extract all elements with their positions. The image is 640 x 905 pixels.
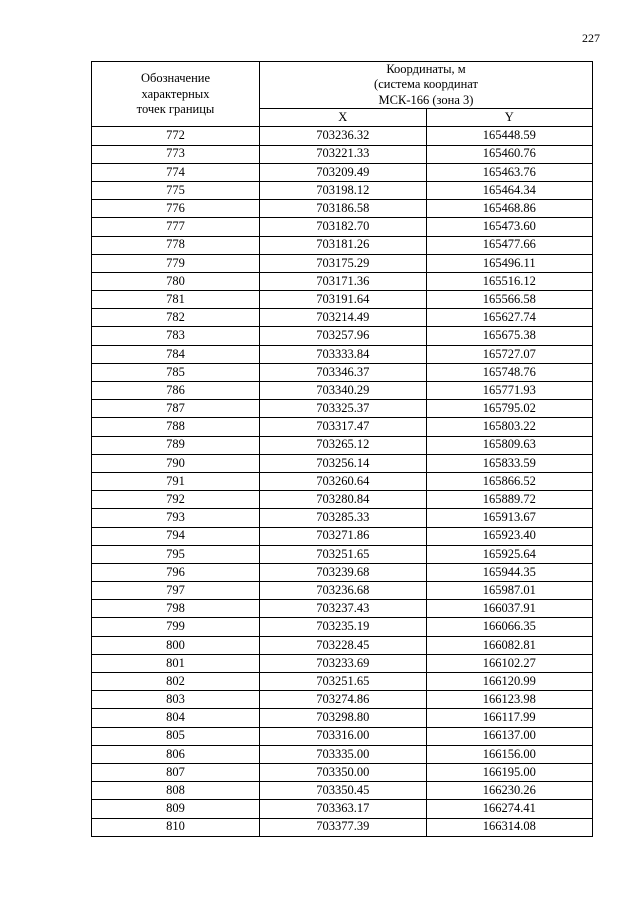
x-coordinate-cell: 703325.37	[260, 400, 427, 418]
point-cell: 779	[92, 254, 260, 272]
y-coordinate-cell: 165496.11	[426, 254, 593, 272]
point-cell: 790	[92, 454, 260, 472]
point-cell: 807	[92, 763, 260, 781]
table-row	[92, 763, 593, 781]
y-coordinate-cell: 165627.74	[426, 309, 593, 327]
y-coordinate-cell: 166195.00	[426, 763, 593, 781]
x-column-header: X	[260, 109, 427, 127]
y-coordinate-cell: 165675.38	[426, 327, 593, 345]
x-coordinate-cell: 703256.14	[260, 454, 427, 472]
table-row	[92, 400, 593, 418]
y-coordinate-cell: 165987.01	[426, 582, 593, 600]
point-cell: 780	[92, 272, 260, 290]
coordinates-header-line: (система координат	[374, 77, 478, 92]
y-coordinate-cell: 166120.99	[426, 673, 593, 691]
y-coordinate-cell: 165473.60	[426, 218, 593, 236]
point-cell: 788	[92, 418, 260, 436]
y-coordinate-cell: 166156.00	[426, 745, 593, 763]
y-coordinate-cell: 165809.63	[426, 436, 593, 454]
table-row	[92, 491, 593, 509]
table-row	[92, 327, 593, 345]
point-cell: 804	[92, 709, 260, 727]
x-coordinate-cell: 703260.64	[260, 472, 427, 490]
point-cell: 777	[92, 218, 260, 236]
y-coordinate-cell: 165468.86	[426, 200, 593, 218]
x-coordinate-cell: 703251.65	[260, 545, 427, 563]
table-row	[92, 545, 593, 563]
x-coordinate-cell: 703198.12	[260, 181, 427, 199]
point-cell: 776	[92, 200, 260, 218]
table-row	[92, 654, 593, 672]
x-coordinate-cell: 703271.86	[260, 527, 427, 545]
y-coordinate-cell: 165833.59	[426, 454, 593, 472]
table-row	[92, 782, 593, 800]
point-cell: 787	[92, 400, 260, 418]
x-coordinate-cell: 703221.33	[260, 145, 427, 163]
table-row	[92, 745, 593, 763]
point-cell: 803	[92, 691, 260, 709]
table-row	[92, 345, 593, 363]
coordinates-table	[91, 61, 593, 837]
table-row	[92, 418, 593, 436]
point-cell: 794	[92, 527, 260, 545]
point-cell: 782	[92, 309, 260, 327]
point-cell: 792	[92, 491, 260, 509]
table-row	[92, 636, 593, 654]
y-coordinate-cell: 165464.34	[426, 181, 593, 199]
x-coordinate-cell: 703237.43	[260, 600, 427, 618]
x-coordinate-cell: 703175.29	[260, 254, 427, 272]
y-coordinate-cell: 165923.40	[426, 527, 593, 545]
y-coordinate-cell: 165944.35	[426, 563, 593, 581]
point-cell: 798	[92, 600, 260, 618]
y-column-header: Y	[426, 109, 593, 127]
y-coordinate-cell: 165925.64	[426, 545, 593, 563]
x-coordinate-cell: 703251.65	[260, 673, 427, 691]
x-coordinate-cell: 703298.80	[260, 709, 427, 727]
table-row	[92, 818, 593, 836]
point-cell: 797	[92, 582, 260, 600]
point-column-header	[92, 62, 260, 127]
x-coordinate-cell: 703335.00	[260, 745, 427, 763]
table-row	[92, 472, 593, 490]
table-row	[92, 181, 593, 199]
x-coordinate-cell: 703346.37	[260, 363, 427, 381]
y-coordinate-cell: 166117.99	[426, 709, 593, 727]
table-row	[92, 800, 593, 818]
point-cell: 801	[92, 654, 260, 672]
y-coordinate-cell: 166230.26	[426, 782, 593, 800]
point-cell: 802	[92, 673, 260, 691]
header-row-top	[92, 62, 593, 109]
x-coordinate-cell: 703377.39	[260, 818, 427, 836]
table-row	[92, 563, 593, 581]
point-cell: 774	[92, 163, 260, 181]
point-cell: 786	[92, 382, 260, 400]
point-cell: 805	[92, 727, 260, 745]
point-cell: 791	[92, 472, 260, 490]
table-row	[92, 582, 593, 600]
table-body	[92, 127, 593, 836]
point-cell: 809	[92, 800, 260, 818]
x-coordinate-cell: 703214.49	[260, 309, 427, 327]
x-coordinate-cell: 703340.29	[260, 382, 427, 400]
y-coordinate-cell: 165803.22	[426, 418, 593, 436]
point-cell: 810	[92, 818, 260, 836]
y-coordinate-cell: 165748.76	[426, 363, 593, 381]
x-coordinate-cell: 703209.49	[260, 163, 427, 181]
y-coordinate-cell: 166037.91	[426, 600, 593, 618]
x-coordinate-cell: 703316.00	[260, 727, 427, 745]
table-row	[92, 218, 593, 236]
x-coordinate-cell: 703235.19	[260, 618, 427, 636]
table-row	[92, 673, 593, 691]
point-cell: 778	[92, 236, 260, 254]
y-coordinate-cell: 165771.93	[426, 382, 593, 400]
x-coordinate-cell: 703350.45	[260, 782, 427, 800]
table-row	[92, 727, 593, 745]
table-row	[92, 709, 593, 727]
point-header-line: точек границы	[136, 101, 215, 116]
y-coordinate-cell: 166274.41	[426, 800, 593, 818]
y-coordinate-cell: 165516.12	[426, 272, 593, 290]
page-number: 227	[582, 31, 600, 45]
y-coordinate-cell: 166102.27	[426, 654, 593, 672]
x-coordinate-cell: 703236.68	[260, 582, 427, 600]
y-coordinate-cell: 165460.76	[426, 145, 593, 163]
point-cell: 775	[92, 181, 260, 199]
table-row	[92, 291, 593, 309]
coordinates-header-line: МСК-166 (зона 3)	[378, 92, 474, 107]
x-coordinate-cell: 703181.26	[260, 236, 427, 254]
point-cell: 789	[92, 436, 260, 454]
y-coordinate-cell: 166066.35	[426, 618, 593, 636]
x-coordinate-cell: 703257.96	[260, 327, 427, 345]
y-coordinate-cell: 166123.98	[426, 691, 593, 709]
x-coordinate-cell: 703239.68	[260, 563, 427, 581]
point-cell: 796	[92, 563, 260, 581]
table-row	[92, 436, 593, 454]
point-cell: 784	[92, 345, 260, 363]
point-header-line: Обозначение	[140, 71, 211, 86]
point-cell: 781	[92, 291, 260, 309]
table-row	[92, 509, 593, 527]
y-coordinate-cell: 166137.00	[426, 727, 593, 745]
y-coordinate-cell: 166314.08	[426, 818, 593, 836]
x-coordinate-cell: 703285.33	[260, 509, 427, 527]
y-coordinate-cell: 165566.58	[426, 291, 593, 309]
y-coordinate-cell: 165795.02	[426, 400, 593, 418]
table-row	[92, 363, 593, 381]
x-coordinate-cell: 703233.69	[260, 654, 427, 672]
table-row	[92, 236, 593, 254]
point-cell: 795	[92, 545, 260, 563]
table-header	[92, 62, 593, 127]
table-row	[92, 272, 593, 290]
x-coordinate-cell: 703265.12	[260, 436, 427, 454]
x-coordinate-cell: 703191.64	[260, 291, 427, 309]
coordinates-column-header	[260, 62, 593, 109]
point-cell: 785	[92, 363, 260, 381]
point-cell: 793	[92, 509, 260, 527]
table-row	[92, 127, 593, 145]
coordinates-header-line: Координаты, м	[386, 62, 466, 76]
x-coordinate-cell: 703228.45	[260, 636, 427, 654]
point-header-line: характерных	[141, 86, 210, 101]
point-cell: 799	[92, 618, 260, 636]
table-row	[92, 691, 593, 709]
y-coordinate-cell: 166082.81	[426, 636, 593, 654]
table-row	[92, 618, 593, 636]
x-coordinate-cell: 703186.58	[260, 200, 427, 218]
x-coordinate-cell: 703333.84	[260, 345, 427, 363]
point-cell: 806	[92, 745, 260, 763]
table-row	[92, 527, 593, 545]
table-row	[92, 309, 593, 327]
point-cell: 783	[92, 327, 260, 345]
x-coordinate-cell: 703317.47	[260, 418, 427, 436]
x-coordinate-cell: 703280.84	[260, 491, 427, 509]
y-coordinate-cell: 165448.59	[426, 127, 593, 145]
table-row	[92, 163, 593, 181]
x-coordinate-cell: 703171.36	[260, 272, 427, 290]
point-cell: 800	[92, 636, 260, 654]
table-row	[92, 145, 593, 163]
table-row	[92, 600, 593, 618]
point-cell: 773	[92, 145, 260, 163]
x-coordinate-cell: 703274.86	[260, 691, 427, 709]
y-coordinate-cell: 165913.67	[426, 509, 593, 527]
table-row	[92, 200, 593, 218]
point-cell: 772	[92, 127, 260, 145]
table-row	[92, 254, 593, 272]
y-coordinate-cell: 165477.66	[426, 236, 593, 254]
table-row	[92, 454, 593, 472]
point-cell: 808	[92, 782, 260, 800]
x-coordinate-cell: 703350.00	[260, 763, 427, 781]
y-coordinate-cell: 165866.52	[426, 472, 593, 490]
x-coordinate-cell: 703363.17	[260, 800, 427, 818]
x-coordinate-cell: 703182.70	[260, 218, 427, 236]
y-coordinate-cell: 165889.72	[426, 491, 593, 509]
table-row	[92, 382, 593, 400]
x-coordinate-cell: 703236.32	[260, 127, 427, 145]
y-coordinate-cell: 165463.76	[426, 163, 593, 181]
y-coordinate-cell: 165727.07	[426, 345, 593, 363]
